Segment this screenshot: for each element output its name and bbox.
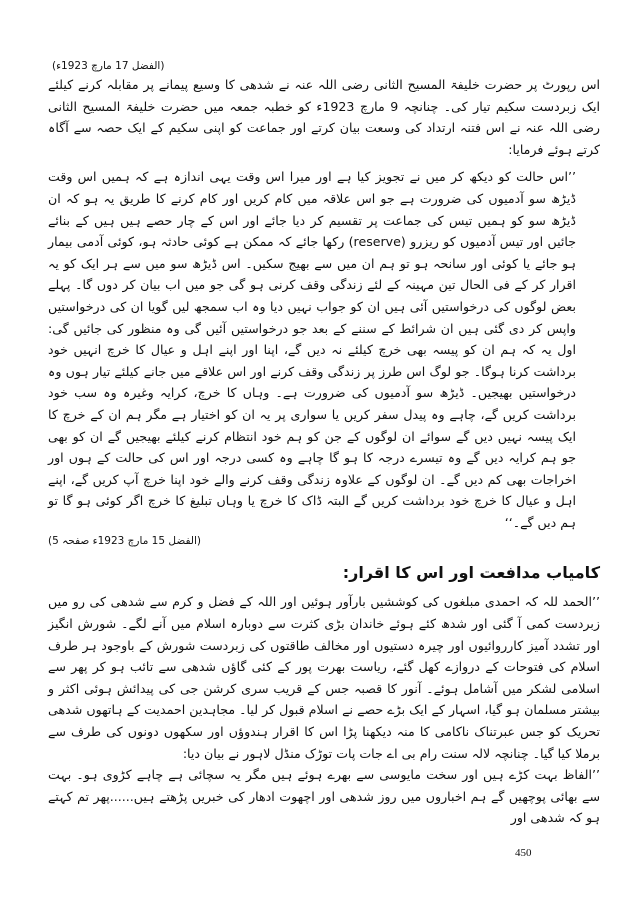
- top-citation: (الفضل 17 مارچ 1923ء): [52, 60, 165, 72]
- page-number: 450: [515, 847, 532, 859]
- intro-paragraph: اس رپورٹ پر حضرت خلیفۃ المسیح الثانی رضی اللہ عنہ نے شدھی کا وسیع پیمانے پر مقابلہ کرنے کیلئے ایک زبردست سکیم تیار کی۔ چنانچہ 9 مارچ 1923ء کو خطبہ جمعہ میں حضرت خلیفۃ المسیح الثانی رضی اللہ عنہ نے اس فتنہ ارتداد کی وسعت بیان کرتے اور جماعت کو اپنی سکیم کے ایک حصہ سے آگاہ کرتے ہوئے فرمایا:: [48, 77, 601, 157]
- quote-paragraph-2: ’’الفاظ بہت کڑے ہیں اور سخت مایوسی سے بھرے ہوئے ہیں مگر یہ سچائی ہے چاہے کڑوی ہو۔ بہت سے بھائی پوچھیں گے ہم اخباروں میں روز شدھی اور اچھوت ادھار کی خبریں پڑھتے ہیں......پھر تم کہتے ہو کہ شدھی اور: [48, 767, 600, 826]
- quote-paragraph: ’’اس حالت کو دیکھ کر میں نے تجویز کیا ہے اور میرا اس وقت یہی اندازہ ہے کہ ہمیں اس وقت ڈیڑھ سو آدمیوں کی ضرورت ہے جو اس علاقہ میں کام کریں اور کام کرنے کا طریق یہ ہو کہ ان ڈیڑھ سو کو ہمیں تیس کی جماعت پر تقسیم کر دیا جائے اور اس کے چار حصے ہیں ہیں کے بنائے جائیں اور تیس آدمیوں کو ریزرو (reserve) رکھا جائے کہ ممکن ہے کوئی حادثہ ہو، کوئی آدمی بیمار ہو جائے یا کوئی اور سانحہ ہو تو ہم ان میں سے بھیج سکیں۔ اس ڈیڑھ سو میں سے ہر ایک کو یہ اقرار کر کے فی الحال تین مہینہ کے لئے زندگی وقف کرنی ہو گی جو میں اب بیان کر دوں گا۔ پہلے بعض لوگوں کی درخواستیں آئی ہیں ان کو جواب نہیں دیا وہ اب سمجھ لیں گویا ان کی درخواستیں واپس کر دی گئی ہیں ان شرائط کے سننے کے بعد جو درخواستیں آئیں گی وہ منظور کی جائیں گی: اول یہ کہ ہم ان کو پیسہ بھی خرچ کیلئے نہ دیں گے، اپنا اور اپنے اہل و عیال کا خرچ انہیں خود برداشت کرنا ہوگا۔ جو لوگ اس طرز پر زندگی وقف کرنے اور اس علاقے میں جانے کیلئے تیار ہوں وہ درخواستیں بھیجیں۔ ڈیڑھ سو آدمیوں کی ضرورت ہے۔ وہاں کا خرچ، کرایہ وغیرہ وہ سب خود برداشت کریں گے، چاہے وہ پیدل سفر کریں یا سواری پر یہ ان کو اختیار ہے مگر ہم ان کے خرچ کا ایک پیسہ نہیں دیں گے سوائے ان لوگوں کے جن کو ہم خود انتظام کرنے کیلئے بھیجیں گے ان کو بھی جو ہم کرایہ دیں گے وہ تیسرے درجہ کا ہو گا چاہے وہ کسی درجہ اور اس کی حالت کے ہوں اور اخراجات بھی کم دیں گے۔ ان لوگوں کے علاوہ زندگی وقف کرنے والے خود اپنا خرچ آپ کریں گے، اپنے اہل و عیال کا خرچ خود برداشت کریں گے البتہ ڈاک کا خرچ یا وہاں تبلیغ کا خرچ اگر کوئی ہو گا تو ہم دیں گے۔‘‘: [48, 169, 577, 530]
- section-heading: کامیاب مدافعت اور اس کا اقرار:: [342, 563, 600, 583]
- document-page: [48, 58, 600, 829]
- quote-citation: (الفضل 15 مارچ 1923ء صفحہ 5): [48, 535, 201, 548]
- body-paragraph: ’’الحمد للہ کہ احمدی مبلغوں کی کوششیں بارآور ہوئیں اور اللہ کے فضل و کرم سے شدھی کی رو میں زبردست کمی آ گئی اور شدھ کئے ہوئے خاندان بڑی کثرت سے دوبارہ اسلام میں آنے لگے۔ شورش انگیز اور تشدد آمیز کارروائیوں اور چیرہ دستیوں اور مخالف طاقتوں کی زبردست شورش کے باوجود ہر طرف اسلام کی فتوحات کے دروازے کھل گئے، ریاست بھرت پور کے کئی گاؤں شدھی سے تائب ہو کر پھر سے اسلامی لشکر میں آشامل ہوئے۔ آنور کا قصبہ جس کے قریب سری کرشن جی کی پیدائش ہوئی اکثر و بیشتر مسلمان ہو گیا، اسہار کے ایک بڑے حصے نے اسلام قبول کر لیا۔ مجاہدین احمدیت کے ہاتھوں شدھی تحریک کو جس عبرتناک ناکامی کا منہ دیکھنا پڑا اس کا اقرار ہندوؤں اور سکھوں دونوں کی طرف سے برملا کیا گیا۔ چنانچہ لالہ سنت رام بی اے جات پات توڑک منڈل لاہور نے بیان دیا:: [48, 594, 600, 761]
